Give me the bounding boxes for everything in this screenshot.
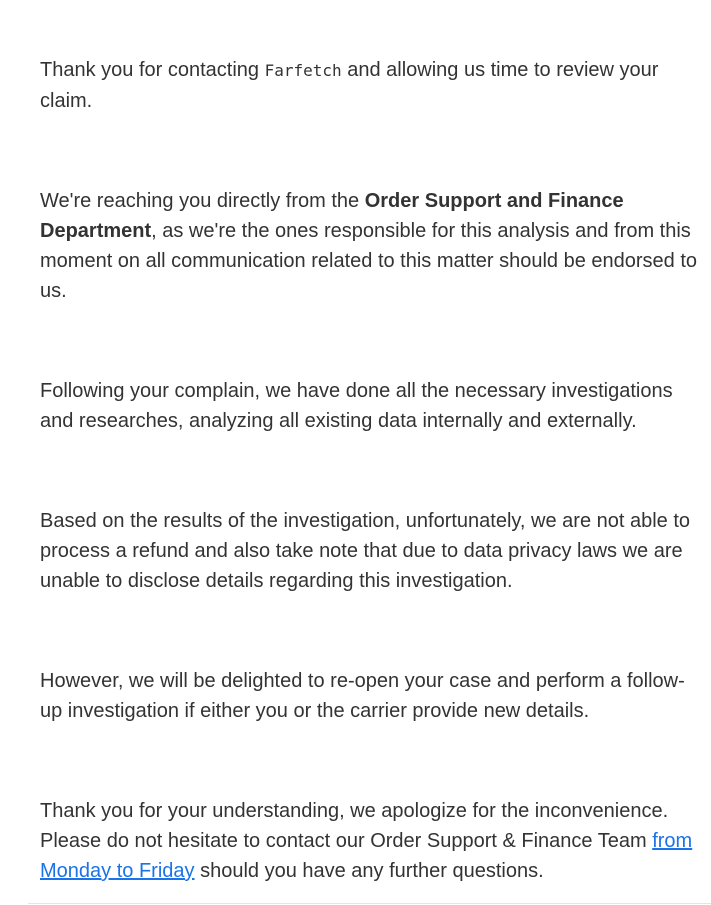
paragraph-closing [40, 796, 705, 886]
bottom-divider [28, 903, 711, 904]
paragraph-reopen-case: However, we will be delighted to re-open your case and perform a follow-up investigation if either you or the carrier provide new details. [40, 670, 685, 722]
email-body [40, 55, 705, 886]
brand-name: Farfetch [264, 61, 342, 80]
closing-text: Thank you for your understanding, we apologize for the inconvenience. Please do not hesitate to contact our Order Support & Finance Team [40, 800, 669, 852]
thanks-text: Thank you for contacting [40, 59, 265, 81]
support-hours-link[interactable]: from Monday to Friday [40, 830, 693, 882]
paragraph-refund-decision: Based on the results of the investigation, unfortunately, we are not able to process a refund and also take note that due to data privacy laws we are unable to disclose details regarding this investigation. [40, 510, 691, 592]
department-intro-text: We're reaching you directly from the [40, 190, 365, 212]
department-responsibility-text: , as we're the ones responsible for this analysis and from this moment on all communication related to this matter should be endorsed to us. [40, 220, 698, 302]
further-questions-text: should you have any further questions. [194, 860, 544, 882]
paragraph-investigation: Following your complain, we have done all the necessary investigations and researches, analyzing all existing data internally and externally. [40, 380, 673, 432]
paragraph-thanks-contacting [40, 55, 705, 116]
department-name: Order Support and Finance Department [40, 190, 624, 242]
review-claim-text: and allowing us time to review your claim. [40, 59, 659, 112]
paragraph-department [40, 186, 705, 306]
